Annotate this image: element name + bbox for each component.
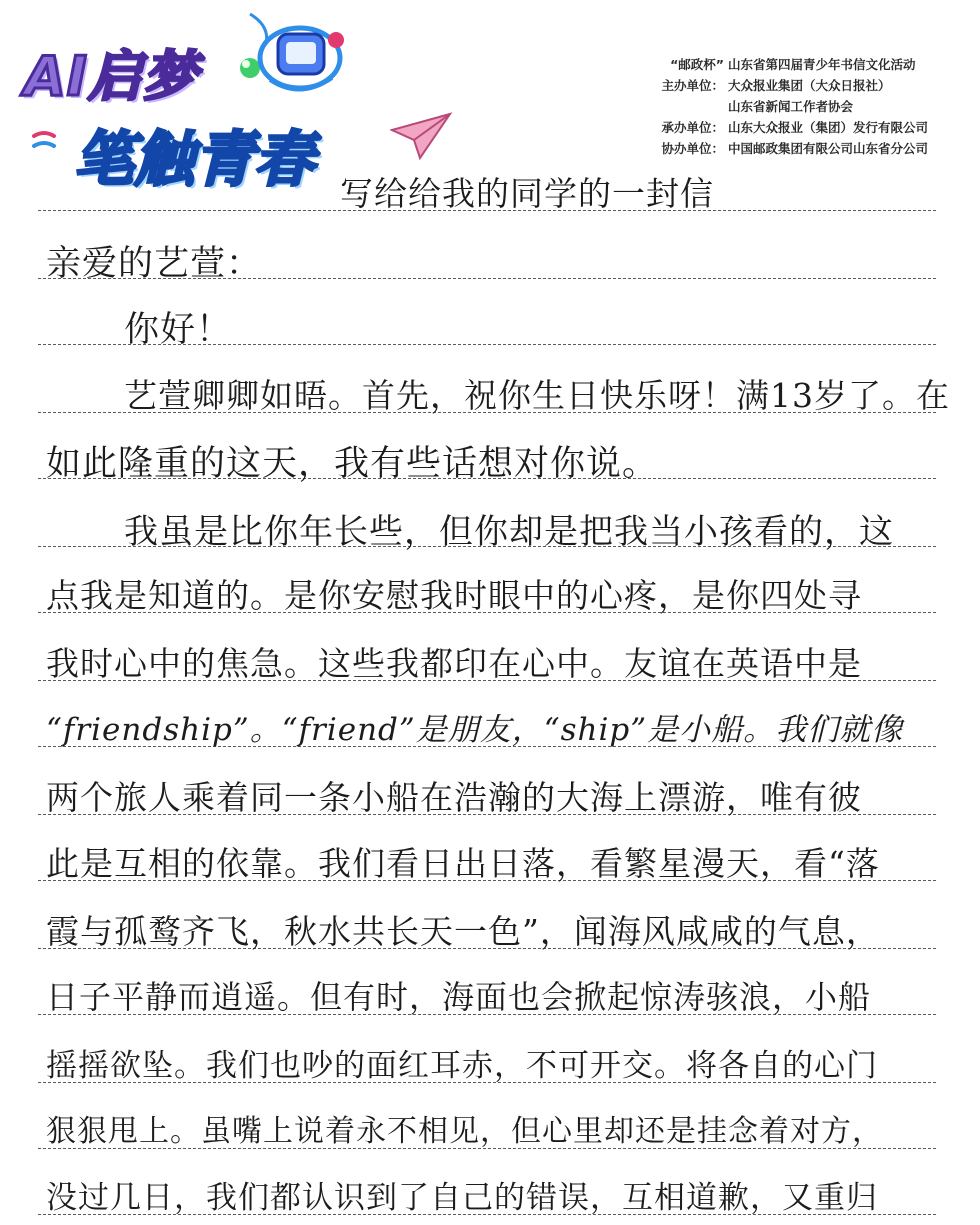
host-value-1: 大众报业集团（大众日报社） [728,78,891,93]
co-organizer-label: 协办单位： [661,141,724,156]
co-organizer-value: 中国邮政集团有限公司山东省分公司 [728,141,929,156]
host-value-2: 山东省新闻工作者协会 [728,99,854,114]
letter-line: 点我是知道的。是你安慰我时眼中的心疼，是你四处寻 [46,576,862,615]
letter-line: 你好！ [124,310,233,350]
letter-line: 我时心中的焦急。这些我都印在心中。友谊在英语中是 [46,644,862,683]
letter-line: 如此隆重的这天，我有些话想对你说。 [46,444,659,484]
organizer-value: 山东大众报业（集团）发行有限公司 [728,120,929,135]
letter-line: 摇摇欲坠。我们也吵的面红耳赤，不可开交。将各自的心门 [46,1048,878,1084]
letter-line: 日子平静而逍遥。但有时，海面也会掀起惊涛骇浪，小船 [46,978,872,1016]
letter-line: 此是互相的依靠。我们看日出日落，看繁星漫天，看“落 [46,844,880,883]
letter-title: 写给给我的同学的一封信 [340,174,714,213]
letter-line: “friendship”。“friend”是朋友，“ship”是小船。我们就像 [46,712,904,748]
letter-line: 艺萱卿卿如晤。首先，祝你生日快乐呀！满13岁了。在 [124,376,950,415]
letter-line: 我虽是比你年长些，但你却是把我当小孩看的，这 [124,512,894,552]
host-label: 主办单位： [661,78,724,93]
logo-title-line2: 笔触青春 [74,125,314,195]
letter-line: 没过几日，我们都认识到了自己的错误，互相道歉，又重归 [46,1180,878,1216]
letter-line: 霞与孤鹜齐飞，秋水共长天一色”，闻海风咸咸的气息， [46,912,880,951]
letter-line: 亲爱的艺萱： [46,244,263,284]
event-label: “邮政杯” [670,57,724,72]
letter-line: 狠狠甩上。虽嘴上说着永不相见，但心里却还是挂念着对方， [46,1114,883,1149]
organizer-label: 承办单位： [661,120,724,135]
letter-line: 两个旅人乘着同一条小船在浩瀚的大海上漂游，唯有彼 [46,778,862,817]
logo-title-line1: AI启梦 [24,45,198,108]
event-value: 山东省第四届青少年书信文化活动 [728,57,916,72]
